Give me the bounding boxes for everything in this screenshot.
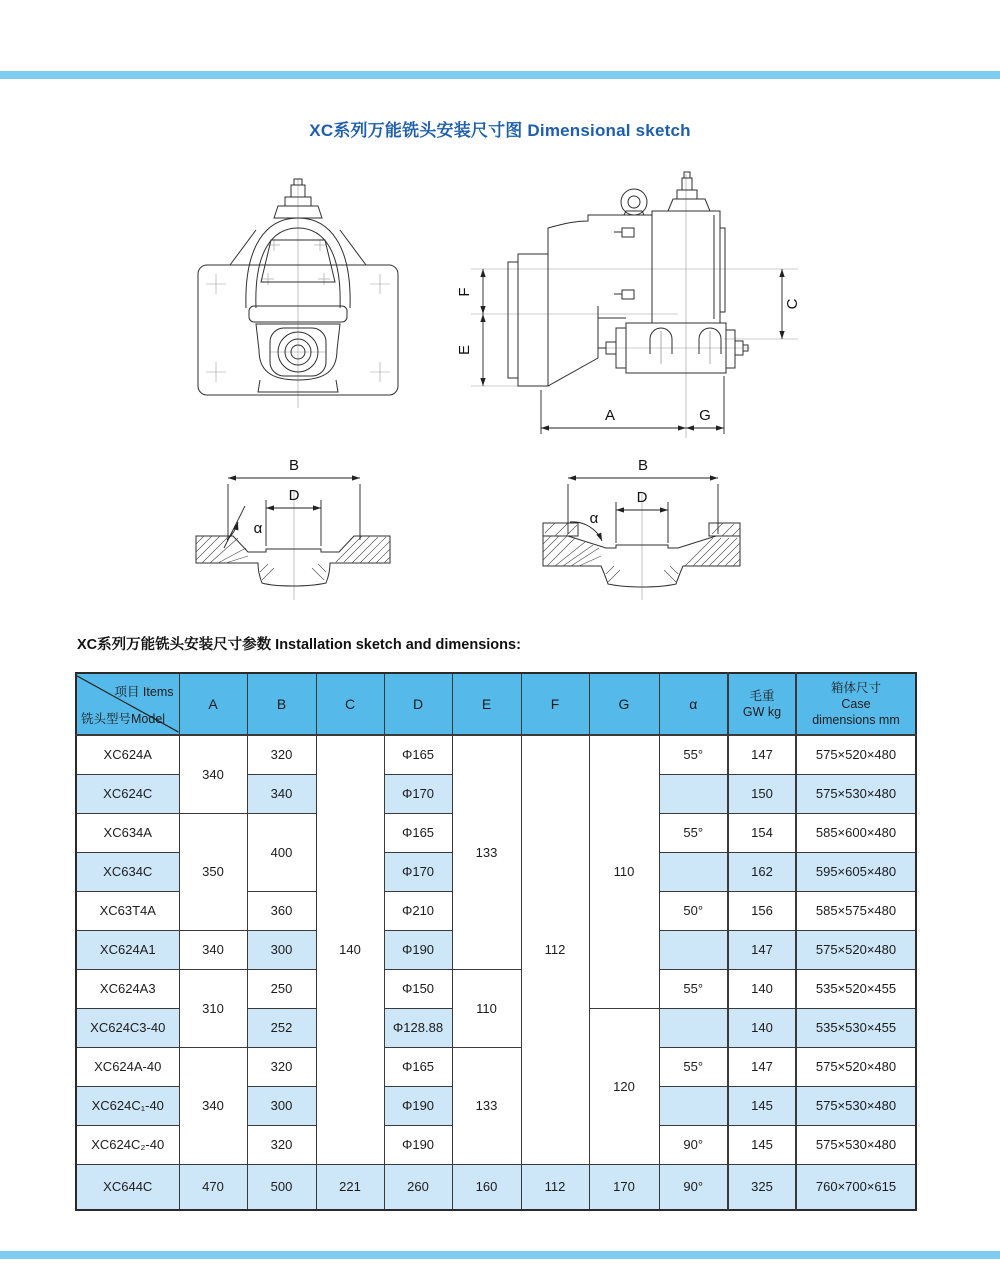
value-cell: 150	[728, 774, 796, 813]
model-cell: XC624C3-40	[76, 1008, 179, 1047]
dim-label-B: B	[637, 457, 649, 474]
value-cell: 595×605×480	[796, 852, 916, 891]
value-cell: 252	[247, 1008, 316, 1047]
centerlines	[206, 178, 390, 408]
value-cell: 170	[589, 1164, 659, 1210]
column-header-gw: 毛重 GW kg	[728, 673, 796, 735]
dim-label-A: A	[604, 407, 616, 424]
value-cell: 160	[452, 1164, 521, 1210]
value-cell: 55°	[659, 813, 728, 852]
dim-label-G: G	[699, 407, 711, 424]
column-header-a: A	[179, 673, 247, 735]
value-cell: 500	[247, 1164, 316, 1210]
value-cell: 133	[452, 735, 521, 969]
column-header-g: G	[589, 673, 659, 735]
dim-label-C: C	[784, 298, 801, 310]
value-cell: 575×520×480	[796, 930, 916, 969]
column-header-f: F	[521, 673, 589, 735]
value-cell: Φ190	[384, 1125, 452, 1164]
column-header-e: E	[452, 673, 521, 735]
value-cell: 325	[728, 1164, 796, 1210]
bottom-accent-bar	[0, 1251, 1000, 1259]
value-cell: 110	[452, 969, 521, 1047]
value-cell: Φ165	[384, 813, 452, 852]
flange-section-outline	[543, 523, 740, 587]
value-cell: Φ165	[384, 735, 452, 774]
value-cell	[659, 774, 728, 813]
value-cell: 320	[247, 735, 316, 774]
value-cell: 250	[247, 969, 316, 1008]
value-cell: 147	[728, 735, 796, 774]
value-cell: Φ150	[384, 969, 452, 1008]
value-cell: 585×575×480	[796, 891, 916, 930]
value-cell: 340	[179, 735, 247, 813]
value-cell: 147	[728, 1047, 796, 1086]
value-cell: 145	[728, 1086, 796, 1125]
hatching	[543, 523, 740, 582]
side-view-drawing	[438, 166, 808, 456]
value-cell: 90°	[659, 1125, 728, 1164]
dimensions-table	[75, 672, 917, 1211]
value-cell: 156	[728, 891, 796, 930]
value-cell: 140	[728, 969, 796, 1008]
top-accent-bar	[0, 71, 1000, 79]
value-cell: 260	[384, 1164, 452, 1210]
model-cell: XC634C	[76, 852, 179, 891]
dim-label-alpha: α	[253, 520, 263, 537]
corner-label-model: 铣头型号Model	[81, 712, 166, 726]
value-cell: 90°	[659, 1164, 728, 1210]
value-cell: 140	[316, 735, 384, 1164]
value-cell: Φ210	[384, 891, 452, 930]
value-cell: 55°	[659, 735, 728, 774]
value-cell: Φ170	[384, 852, 452, 891]
model-cell: XC624A1	[76, 930, 179, 969]
value-cell: 470	[179, 1164, 247, 1210]
value-cell: 535×530×455	[796, 1008, 916, 1047]
value-cell: 55°	[659, 969, 728, 1008]
column-header-alpha: α	[659, 673, 728, 735]
value-cell: 112	[521, 735, 589, 1164]
model-cell: XC624A3	[76, 969, 179, 1008]
model-cell: XC63T4A	[76, 891, 179, 930]
value-cell: Φ190	[384, 1086, 452, 1125]
page-title: XC系列万能铣头安装尺寸图 Dimensional sketch	[309, 121, 691, 140]
dim-label-alpha: α	[589, 510, 599, 527]
model-cell: XC644C	[76, 1164, 179, 1210]
value-cell: Φ128.88	[384, 1008, 452, 1047]
column-header-b: B	[247, 673, 316, 735]
value-cell: 154	[728, 813, 796, 852]
model-cell: XC624A	[76, 735, 179, 774]
section-heading: XC系列万能铣头安装尺寸参数 Installation sketch and dimensions:	[77, 637, 521, 653]
value-cell: 340	[179, 930, 247, 969]
dim-label-D: D	[636, 489, 648, 506]
dim-label-B: B	[288, 457, 300, 474]
model-cell: XC634A	[76, 813, 179, 852]
value-cell	[659, 1086, 728, 1125]
model-cell: XC624A-40	[76, 1047, 179, 1086]
corner-header-cell	[76, 673, 179, 735]
value-cell: 575×530×480	[796, 774, 916, 813]
value-cell: 575×530×480	[796, 1125, 916, 1164]
value-cell: 575×520×480	[796, 735, 916, 774]
value-cell: 145	[728, 1125, 796, 1164]
value-cell: 575×520×480	[796, 1047, 916, 1086]
value-cell: Φ170	[384, 774, 452, 813]
value-cell	[659, 1008, 728, 1047]
table-row	[76, 1164, 916, 1210]
milling-head-side-outline	[508, 172, 748, 386]
value-cell: 535×520×455	[796, 969, 916, 1008]
dimension-lines	[483, 269, 782, 434]
front-view-drawing	[170, 172, 430, 412]
value-cell: 585×600×480	[796, 813, 916, 852]
reference-lines	[471, 174, 798, 438]
model-cell: XC624C₂-40	[76, 1125, 179, 1164]
value-cell: 300	[247, 1086, 316, 1125]
value-cell: Φ190	[384, 930, 452, 969]
value-cell: Φ165	[384, 1047, 452, 1086]
value-cell: 133	[452, 1047, 521, 1164]
value-cell: 360	[247, 891, 316, 930]
value-cell: 310	[179, 969, 247, 1047]
value-cell: 320	[247, 1125, 316, 1164]
value-cell: 221	[316, 1164, 384, 1210]
value-cell: 350	[179, 813, 247, 930]
table-body	[76, 735, 916, 1210]
value-cell: 340	[179, 1047, 247, 1164]
flange-section-outline	[196, 536, 390, 586]
dim-label-E: E	[456, 344, 473, 356]
table-row	[76, 1047, 916, 1086]
table-row	[76, 969, 916, 1008]
value-cell: 162	[728, 852, 796, 891]
value-cell: 110	[589, 735, 659, 1008]
dim-label-D: D	[288, 487, 300, 504]
value-cell: 760×700×615	[796, 1164, 916, 1210]
column-header-d: D	[384, 673, 452, 735]
left-section-drawing	[178, 448, 418, 603]
column-header-c: C	[316, 673, 384, 735]
value-cell: 50°	[659, 891, 728, 930]
value-cell: 120	[589, 1008, 659, 1164]
table-row	[76, 735, 916, 774]
value-cell: 147	[728, 930, 796, 969]
dim-label-F: F	[456, 287, 473, 297]
value-cell: 140	[728, 1008, 796, 1047]
value-cell: 55°	[659, 1047, 728, 1086]
hatching	[196, 536, 390, 580]
right-section-drawing	[528, 448, 768, 603]
value-cell: 112	[521, 1164, 589, 1210]
corner-label-items: 项目 Items	[114, 685, 174, 699]
value-cell: 340	[247, 774, 316, 813]
value-cell: 320	[247, 1047, 316, 1086]
value-cell	[659, 852, 728, 891]
value-cell: 300	[247, 930, 316, 969]
table-header-row	[76, 673, 916, 735]
value-cell: 400	[247, 813, 316, 891]
value-cell: 575×530×480	[796, 1086, 916, 1125]
column-header-case: 箱体尺寸 Case dimensions mm	[796, 673, 916, 735]
model-cell: XC624C	[76, 774, 179, 813]
value-cell	[659, 930, 728, 969]
model-cell: XC624C₁-40	[76, 1086, 179, 1125]
